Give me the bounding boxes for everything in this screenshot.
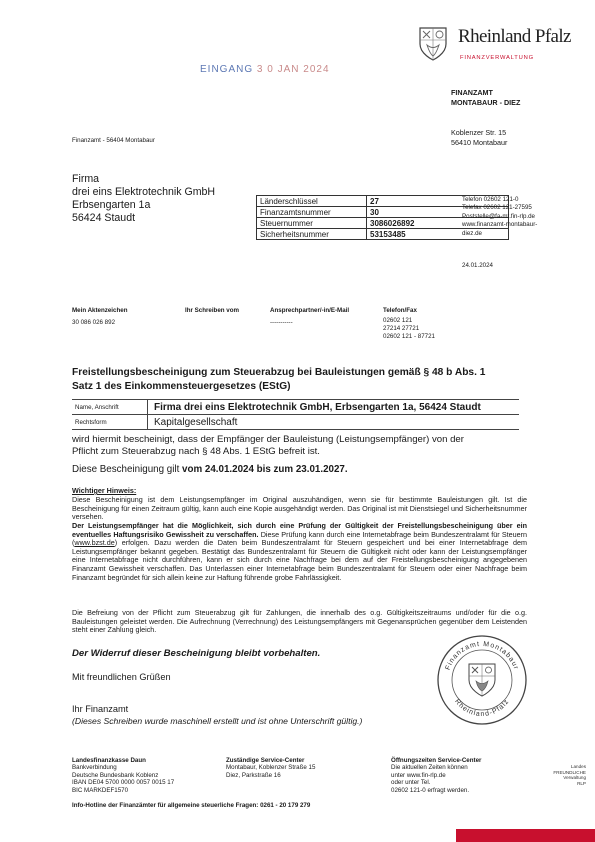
seal-bottom-text: Rheinland-Pfalz	[453, 698, 511, 719]
ref-phone-line: 27214 27721	[383, 325, 420, 333]
name-value: Firma drei eins Elektrotechnik GmbH, Erbsengarten 1a, 56424 Staudt	[154, 401, 481, 413]
footer-bic: BIC MARKDEF1570	[72, 786, 129, 794]
footer-service-line: Diez, Parkstraße 16	[226, 771, 281, 779]
id-value: 30	[367, 207, 509, 218]
contact-email[interactable]: Poststelle@fa-mt.fin-rlp.de	[462, 212, 535, 220]
badge-line: RLP	[577, 780, 586, 786]
office-name	[451, 88, 520, 108]
svg-text:Rheinland-Pfalz	[453, 698, 511, 718]
cert-line-1: wird hiermit bescheinigt, dass der Empfänger der Bauleistung (Leistungsempfänger) von der	[72, 434, 464, 445]
letter-date: 24.01.2024	[462, 262, 493, 269]
badge-line: Verwaltung	[563, 775, 586, 781]
stamp-word: EINGANG	[200, 64, 254, 75]
ref-file-number: 30 086 026 892	[72, 319, 116, 326]
id-label: Finanzamtsnummer	[257, 207, 367, 218]
document-title	[72, 366, 485, 393]
contact-web-cont[interactable]: diez.de	[462, 229, 482, 237]
footer-hours-line: Die aktuellen Zeiten können	[391, 764, 468, 772]
footer-accent-bar	[456, 829, 595, 842]
contact-fax: Telefax 02602 121-27595	[462, 204, 532, 212]
table-row	[72, 400, 519, 414]
legal-form-label: Rechtsform	[72, 415, 148, 429]
office-line-2: MONTABAUR - DIEZ	[451, 98, 521, 107]
footer-bank-title: Landesfinanzkasse Daun	[72, 757, 146, 764]
name-label: Name, Anschrift	[72, 400, 148, 414]
footer-hotline: Info-Hotline der Finanzämter für allgemeine steuerliche Fragen: 0261 - 20 179 279	[72, 802, 311, 809]
title-line-1: Freistellungsbescheinigung zum Steuerabzug bei Bauleistungen gemäß § 48 b Abs. 1	[72, 367, 486, 378]
recipient-box	[72, 399, 519, 430]
contact-web[interactable]: www.finanzamt-montabaur-	[462, 221, 538, 229]
receipt-stamp	[200, 64, 330, 75]
footer-bank-line: Bankverbindung	[72, 764, 117, 772]
contact-phone: Telefon 02602 121-0	[462, 196, 519, 203]
footer-hours-line: oder unter Tel.	[391, 779, 431, 787]
machine-note: (Dieses Schreiben wurde maschinell erstellt und ist ohne Unterschrift gültig.)	[72, 716, 363, 726]
footer-hours-line: 02602 121-0 erfragt werden.	[391, 786, 470, 794]
footer-service-line: Montabaur, Koblenzer Straße 15	[226, 764, 316, 772]
id-label: Länderschlüssel	[257, 196, 367, 207]
ref-phone-line: 02602 121	[383, 317, 413, 324]
footer-hours-title: Öffnungszeiten Service-Center	[391, 757, 482, 764]
hint-paragraph-2	[72, 522, 527, 582]
office-street: Koblenzer Str. 15	[451, 128, 507, 137]
state-wordmark: Rheinland Pfalz	[458, 26, 571, 47]
ref-contact: -----------	[270, 319, 293, 326]
hint-p2-text-cont: ) erfolgen. Dazu werden die Daten beim Bundeszentralamt für Steuern gespeichert und bei einer Internetabfrage dem Leistungsempfänger bekannt gegeben. Bestätigt das Bundeszentralamt für Steuern die Gültigkeit nicht oder kann der Leistungsempfänger eine Internetabfrage nicht durchführen, kann er sich durch eine Nachfrage bei dem auf der Freistellungsbescheinigung angegebenen Finanzamt Gewissheit verschaffen. Das Unterlassen einer Internetabfrage beim Bundeszentralamt für Steuern oder einer Nachfrage beim Finanzamt begründet für sich allein keine zur Haftung führende grobe Fahrlässigkeit.	[72, 538, 527, 582]
legal-form-value: Kapitalgesellschaft	[154, 416, 238, 428]
footer-service-title: Zuständige Service-Center	[226, 757, 305, 764]
id-label: Steuernummer	[257, 218, 367, 229]
hint-paragraph-1: Diese Bescheinigung ist dem Leistungsempfänger im Original auszuhändigen, wenn sie für bestimmte Bauleistungen gilt. Ist die Bescheinigung für einen Zeitraum gültig, kann auch eine Kopie ausgehändigt werden. Das Original ist mit Dienstsiegel und Sicherheitsnummer versehen.	[72, 495, 527, 522]
id-value: 27	[367, 196, 509, 207]
state-coat-of-arms-icon	[418, 26, 448, 62]
ref-header-file-number: Mein Aktenzeichen	[72, 307, 128, 314]
bzst-link[interactable]: www.bzst.de	[74, 538, 115, 548]
validity-prefix: Diese Bescheinigung gilt	[72, 464, 183, 475]
footer-service-center	[226, 757, 315, 779]
footer-opening-hours	[391, 757, 481, 794]
recipient-line-4: 56424 Staudt	[72, 212, 136, 224]
cert-line-2: Pflicht zum Steuerabzug nach § 48 Abs. 1 EStG befreit ist.	[72, 446, 320, 457]
title-line-2: Satz 1 des Einkommensteuergesetzes (EStG)	[72, 380, 291, 392]
state-subtitle: FINANZVERWALTUNG	[460, 55, 534, 61]
id-value: 53153485	[367, 229, 509, 240]
hint-title: Wichtiger Hinweis:	[72, 486, 137, 495]
seal-top-text: Finanzamt Montabaur	[444, 640, 520, 672]
badge-line: FREUNDLICHE	[553, 769, 586, 775]
ref-phone	[383, 317, 435, 342]
id-value: 3086026892	[367, 218, 509, 229]
ref-header-your-letter: Ihr Schreiben vom	[185, 307, 239, 314]
table-row	[72, 414, 519, 429]
recipient-address	[72, 173, 215, 225]
contact-block	[462, 196, 537, 238]
footer-badge-icon	[540, 764, 586, 790]
footer-hours-line[interactable]: unter www.fin-rlp.de	[391, 771, 446, 779]
badge-line: Landes	[570, 764, 586, 769]
hint-paragraph-3: Die Befreiung von der Pflicht zum Steuerabzug gilt für Zahlungen, die innerhalb des o.g. Gültigkeitszeitraums und/oder für die o.g. Bauleistungen geleistet werden. Die Aufrechnung (Verrechnung) des Leistungsempfängers mit Gegenansprüchen gegenüber dem Leistenden steht einer Zahlung gleich.	[72, 608, 527, 635]
signoff: Ihr Finanzamt	[72, 704, 129, 714]
recipient-line-1: Firma	[72, 173, 100, 185]
certification-text	[72, 434, 464, 458]
recipient-line-2: drei eins Elektrotechnik GmbH	[72, 186, 216, 198]
validity-line	[72, 464, 348, 475]
ref-header-contact: Ansprechpartner/-in/E-Mail	[270, 307, 350, 314]
footer-bank	[72, 757, 174, 794]
greeting: Mit freundlichen Grüßen	[72, 672, 171, 682]
validity-period: vom 24.01.2024 bis zum 23.01.2027.	[182, 464, 348, 475]
footer-iban: IBAN DE04 5700 0000 0057 0015 17	[72, 779, 175, 787]
office-line-1: FINANZAMT	[451, 88, 493, 97]
hint-p2-text: Diese Prüfung kann durch eine Internetabfrage beim Bundeszentralamt für Steuern (	[72, 529, 527, 548]
ref-phone-line: 02602 121 - 87721	[383, 333, 435, 341]
id-label: Sicherheitsnummer	[257, 229, 367, 240]
office-address	[451, 128, 507, 148]
office-city: 56410 Montabaur	[451, 138, 508, 147]
official-seal-icon	[436, 634, 528, 726]
sender-line: Finanzamt - 56404 Montabaur	[72, 137, 155, 144]
stamp-date: 3 0 JAN 2024	[256, 64, 330, 75]
revocation-note: Der Widerruf dieser Bescheinigung bleibt vorbehalten.	[72, 648, 321, 659]
ref-header-phone: Telefon/Fax	[383, 307, 417, 314]
hint-p2-bold: Der Leistungsempfänger hat die Möglichkeit, sich durch eine Prüfung der Gültigkeit der Freistellungsbescheinigung über ein eventuelles Haftungsrisiko Gewissheit zu verschaffen.	[72, 521, 527, 539]
footer-bank-line: Deutsche Bundesbank Koblenz	[72, 771, 159, 779]
recipient-line-3: Erbsengarten 1a	[72, 199, 151, 211]
